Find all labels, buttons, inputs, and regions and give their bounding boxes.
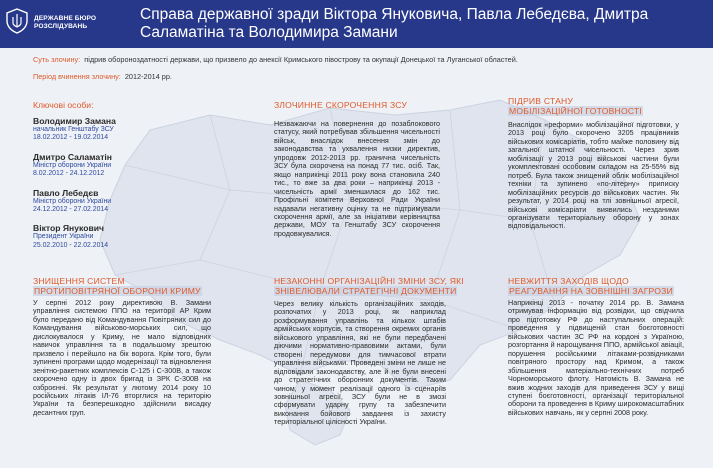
structure-body: Через велику кількість організаційних заходів, розпочатих у 2013 році, як наприклад розформування управлінь та кількох штабів армійських корпусів, та створення окремих органів військового управління, які не були передбачені діючими нормативно-правовими актами, були створені передумови для тимчасової втрати управління військами. Проведені зміни не лише не відповідали законодавству, але й не були внесені до стратегічних оборонних документів. Таким чином, у момент реалізації одного із сценаріїв зовнішньої агресії, ЗСУ були не в змозі сформувати ударну групу та забезпечити виконання бойового завдання із захисту територіальної цілісності України. [274, 299, 446, 427]
person-role: начальник Генштабу ЗСУ [33, 126, 114, 133]
structure-title-line-2: ЗНІВЕЛЮВАЛИ СТРАТЕГІЧНІ ДОКУМЕНТИ [275, 286, 457, 297]
logo-text [34, 15, 96, 31]
person-name: Павло Лебедєв [33, 187, 99, 198]
person-period: 8.02.2012 - 24.12.2012 [33, 170, 105, 178]
person-period: 25.02.2010 - 22.02.2014 [33, 241, 109, 249]
person-item [33, 223, 193, 250]
mobilization-title-line-2: МОБІЛІЗАЦІЙНОЇ ГОТОВНОСТІ [509, 106, 642, 117]
mobilization-title-line-1: ПІДРИВ СТАНУ [508, 96, 574, 106]
logo-line-2: РОЗСЛІДУВАНЬ [34, 23, 88, 30]
crimea-title [33, 276, 202, 297]
mobilization-title [508, 96, 643, 117]
response-body: Наприкінці 2013 - початку 2014 рр. В. Замана отримував інформацію від розвідки, що свідчила про підготовку РФ до наступальних операцій: проведення у підвищеній стан боєготовності військових частин ЗС РФ на кордоні з Україною, розгортання й нарощування ППО, армійської авіації, порушення російськими літаками-розвідниками повітряного простору над Кримом, а також збільшення матеріально-технічних потреб Чорноморського флоту. Натомість В. Замана не вжив жодних заходів для приведення ЗСУ у вищі ступені боєготовності, організації територіальної оборони та проведення в Криму широкомасштабних військових навчань, як у серпні 2008 року. [508, 298, 684, 417]
page-title: Справа державної зради Віктора Януковича, Павла Лебедєва, Дмитра Саламатіна та Володимира Замани [140, 6, 649, 41]
essence-text: підрив обороноздатності держави, що призвело до анексії Кримського півострову та окупації Донецької та Луганської областей. [84, 55, 518, 64]
essence-label: Суть злочину: [33, 55, 81, 64]
period-label: Період вчинення злочину: [33, 72, 121, 81]
person-period: 18.02.2012 - 19.02.2014 [33, 134, 109, 142]
dbr-logo [6, 6, 116, 40]
person-role: Міністр оборони України [33, 197, 112, 205]
reduction-title [274, 100, 407, 110]
header-bar [0, 0, 713, 48]
person-item [33, 188, 193, 215]
mobilization-body: Внаслідок «реформи» мобілізаційної підготовки, у 2013 році було скорочено 3205 працівників військових комісаріатів, тобто майже половину від загальної штатної чисельності. Через зрив мобілізації у 2013 році військові частини були укомплектовані особовим складом на 25-55% від потреб. Була також знищений облік мобілізаційної техніки та зупинено «по-літерну» приписку мобілізаційних ресурсів до військових частин. Як результат, у 2014 році на тлі зовнішньої агресії, військові комісаріати виявились незданими організувати територіальну оборону у зонах відповідальності. [508, 120, 679, 231]
crime-essence [33, 55, 518, 64]
crime-period [33, 72, 172, 81]
crimea-title-line-1: ЗНИЩЕННЯ СИСТЕМ [33, 276, 125, 286]
person-name: Дмитро Саламатін [33, 151, 112, 162]
structure-title-line-1: НЕЗАКОННІ ОРГАНІЗАЦІЙНІ ЗМІНИ ЗСУ, ЯКІ [274, 276, 464, 286]
person-item [33, 152, 193, 179]
key-persons [33, 100, 193, 259]
response-title-line-2: РЕАГУВАННЯ НА ЗОВНІШНІ ЗАГРОЗИ [509, 286, 673, 297]
person-role: Президент України [33, 233, 94, 241]
person-period: 24.12.2012 - 27.02.2014 [33, 206, 109, 214]
response-title [508, 276, 674, 297]
logo-line-1: ДЕРЖАВНЕ БЮРО [34, 15, 97, 22]
shield-icon [6, 8, 28, 34]
response-title-line-1: НЕВЖИТТЯ ЗАХОДІВ ЩОДО [508, 276, 629, 286]
period-text: 2012-2014 рр. [124, 72, 172, 81]
reduction-body: Незважаючи на повернення до позаблокового статусу, який потребував збільшення чисельності військ, внаслідок внесення змін до законодавства та ухвалення низки директив, упродовж 2012-2013 рр. гранична чисельність ЗСУ була скорочена на понад 77 тис. осіб. Так, якщо наприкінці 2011 року вона становила 240 тис., то вже за два роки – наприкінці 2013 - чисельність армії зменшилася до 162 тис. Профільні комітети Верховної Ради України надавали негативну оцінку та не підтримували скорочення армії, але за ініціативи керівництва держави, МОУ та Генштабу ЗСУ скорочення продовжувалися. [274, 119, 440, 238]
structure-title [274, 276, 464, 297]
person-name: Володимир Замана [33, 116, 116, 126]
person-item [33, 116, 193, 143]
reduction-title-text: ЗЛОЧИННЕ СКОРОЧЕННЯ ЗСУ [274, 100, 408, 110]
person-role: Міністр оборони України [33, 161, 112, 169]
crimea-body: У серпні 2012 року директивою В. Замани управління системою ППО на території АР Крим було передано від Командування Повітряних сил до Командування військово-морських сил, що дислокувалося у Криму, не мало відповідних навичок управління та в подальшому зрештою призвело і перейшло на бік ворога. Крім того, були зупинені програми щодо модернізації та відновлення зенітно-ракетних комплексів С-125 і С-300В, а також скорочено одну із двох бригад із ЗРК С-300В на озброєнні. Як результат у лютому 2014 року 10 російських літаків ІЛ-76 вторглися на територію України та безперешкодно здійснили висадку десантних груп. [33, 298, 211, 417]
key-persons-heading: Ключові особи: [33, 100, 94, 110]
person-name: Віктор Янукович [33, 223, 105, 234]
crimea-title-line-2: ПРОТИПОВІТРЯНОЇ ОБОРОНИ КРИМУ [34, 286, 201, 297]
